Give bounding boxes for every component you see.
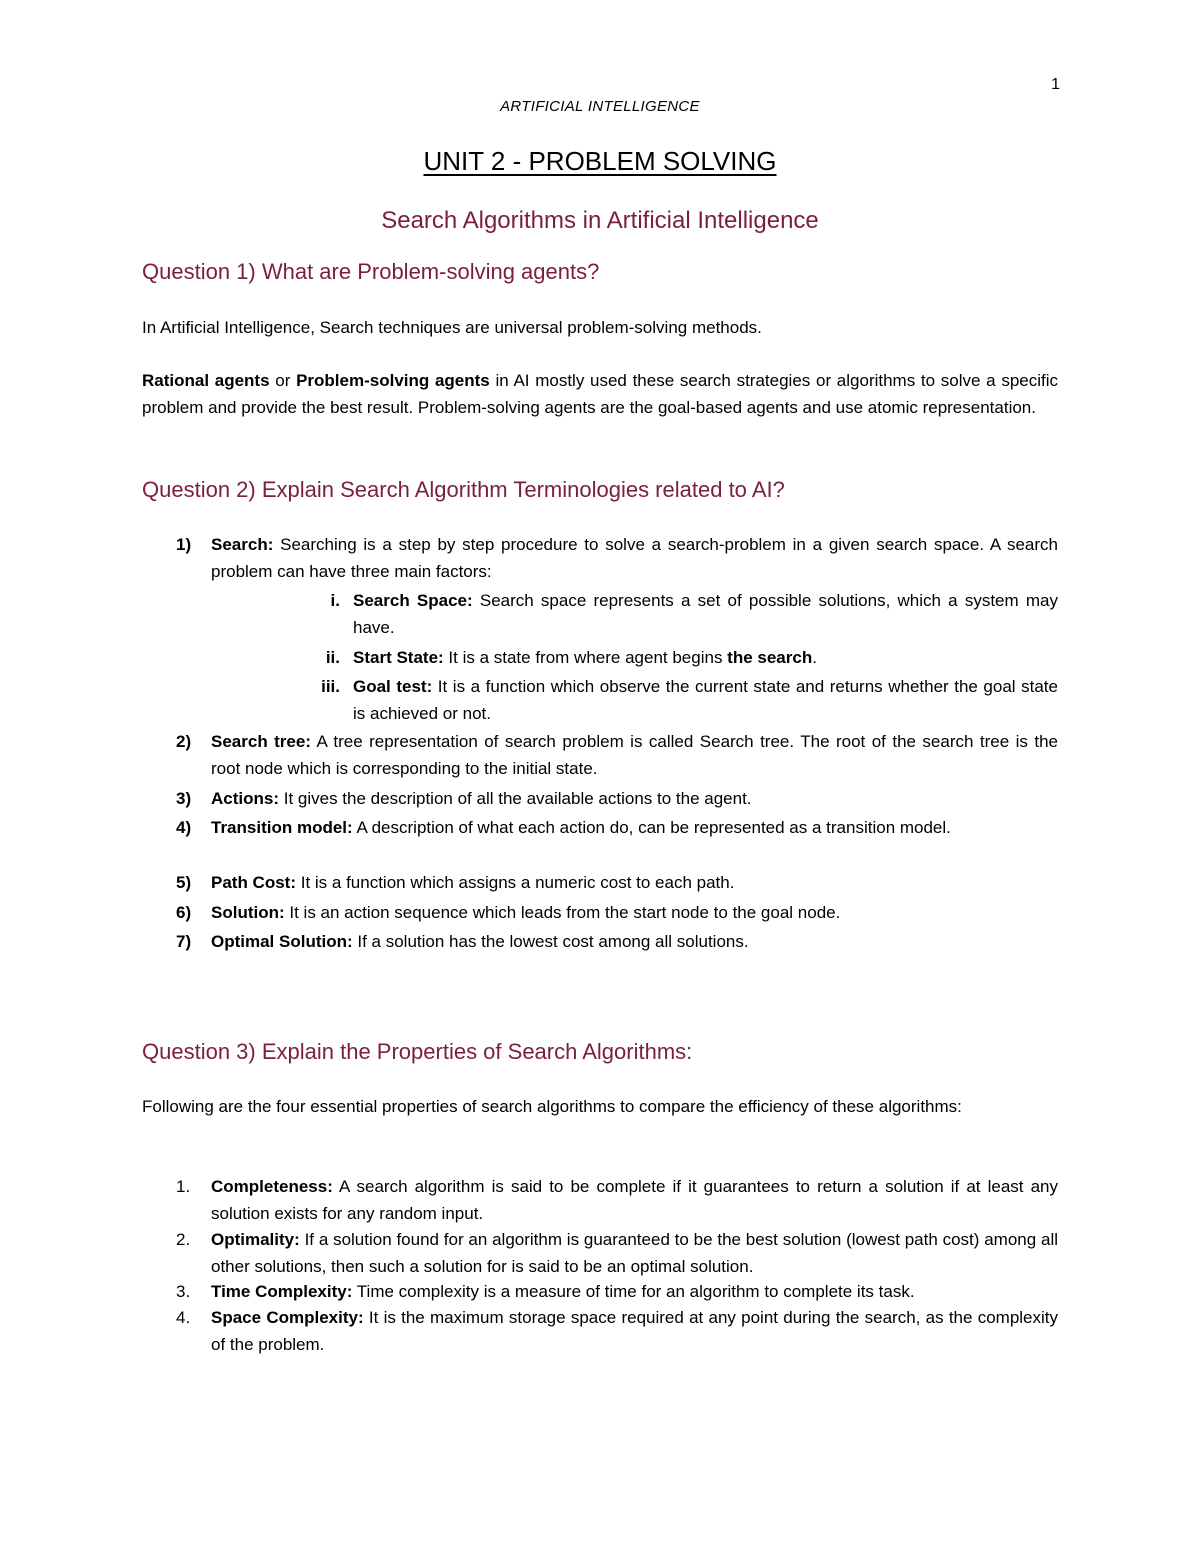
q1-or-text: or [269,371,297,390]
list-item [211,870,1058,897]
term-description: Search space represents a set of possible solutions, which a system may have. [353,591,1058,637]
list-marker: 2) [176,732,192,751]
list-marker: 2. [176,1230,191,1249]
term-description: It is the maximum storage space required at any point during the search, as the complexity of the problem. [211,1308,1059,1354]
term-label: Optimality: [211,1230,300,1249]
term-label: Search tree: [211,732,311,751]
question-3-heading: Question 3) Explain the Properties of Search Algorithms: [142,1039,693,1064]
term-description: A description of what each action do, can be represented as a transition model. [352,818,951,837]
list-item [211,1227,1058,1280]
term-label: Search Space: [353,591,473,610]
term-label: Goal test: [353,677,433,696]
term-label: Actions: [211,789,279,808]
term-label: Time Complexity: [211,1282,353,1301]
running-header: ARTIFICIAL INTELLIGENCE [500,98,700,115]
list-item [211,1305,1058,1358]
q1-paragraph-2-text: in AI mostly used these search strategies or algorithms to solve a specific problem and provide the best result. Problem-solving agents are the goal-based agents and use atomic representation. [142,371,1059,417]
list-marker: 6) [176,903,192,922]
q1-paragraph-2 [142,368,1058,421]
document-subtitle: Search Algorithms in Artificial Intelligence [381,207,819,234]
list-marker: 3. [176,1282,191,1301]
list-item [211,786,1058,813]
term-description: It is an action sequence which leads from the start node to the goal node. [284,903,841,922]
term-description: Searching is a step by step procedure to solve a search-problem in a given search space. A search problem can have three main factors: [211,535,1058,581]
list-marker: 1. [176,1177,191,1196]
term-label: Space Complexity: [211,1308,364,1327]
page-number: 1 [1051,76,1060,93]
question-1-heading: Question 1) What are Problem-solving agents? [142,259,600,284]
list-item [211,729,1058,782]
term-label: Transition model: [211,818,353,837]
term-label: Solution: [211,903,285,922]
sublist-marker: i. [330,591,340,610]
term-description: If a solution has the lowest cost among all solutions. [352,932,749,951]
term-rational-agents: Rational agents [142,371,270,390]
sublist-marker: iii. [321,677,340,696]
list-marker: 5) [176,873,192,892]
term-problem-solving-agents: Problem-solving agents [296,371,490,390]
question-2-heading: Question 2) Explain Search Algorithm Terminologies related to AI? [142,477,785,502]
term-label: Path Cost: [211,873,296,892]
list-item [211,929,1058,956]
term-description: It is a function which assigns a numeric cost to each path. [296,873,735,892]
term-description: Time complexity is a measure of time for an algorithm to complete its task. [352,1282,915,1301]
term-label: Completeness: [211,1177,333,1196]
list-marker: 1) [176,535,192,554]
list-marker: 4. [176,1308,191,1327]
sublist-item [353,645,1058,672]
term-label: Optimal Solution: [211,932,353,951]
term-description: It gives the description of all the available actions to the agent. [279,789,752,808]
q3-intro: Following are the four essential properties of search algorithms to compare the efficiency of these algorithms: [142,1097,962,1116]
q1-paragraph-1: In Artificial Intelligence, Search techniques are universal problem-solving methods. [142,318,762,337]
term-emphasis: the search [727,648,813,667]
sublist-marker: ii. [325,648,340,667]
list-item [211,1279,1058,1306]
list-item [211,532,1058,585]
term-description: It is a function which observe the current state and returns whether the goal state is achieved or not. [353,677,1058,723]
list-marker: 7) [176,932,192,951]
term-description: It is a state from where agent begins [443,648,728,667]
sublist-item [353,674,1058,727]
sublist-item [353,588,1058,641]
list-item [211,815,1058,842]
term-description: A search algorithm is said to be complete if it guarantees to return a solution if at least any solution exists for any random input. [211,1177,1058,1223]
list-item [211,900,1058,927]
term-label: Start State: [353,648,444,667]
term-label: Search: [211,535,274,554]
list-marker: 3) [176,789,192,808]
list-marker: 4) [176,818,192,837]
list-item [211,1174,1058,1227]
term-description-end: . [812,648,817,667]
term-description: A tree representation of search problem is called Search tree. The root of the search tree is the root node which is corresponding to the initial state. [211,732,1058,778]
unit-title: UNIT 2 - PROBLEM SOLVING [423,146,777,176]
term-description: If a solution found for an algorithm is guaranteed to be the best solution (lowest path cost) among all other solutions, then such a solution for is said to be an optimal solution. [211,1230,1058,1276]
